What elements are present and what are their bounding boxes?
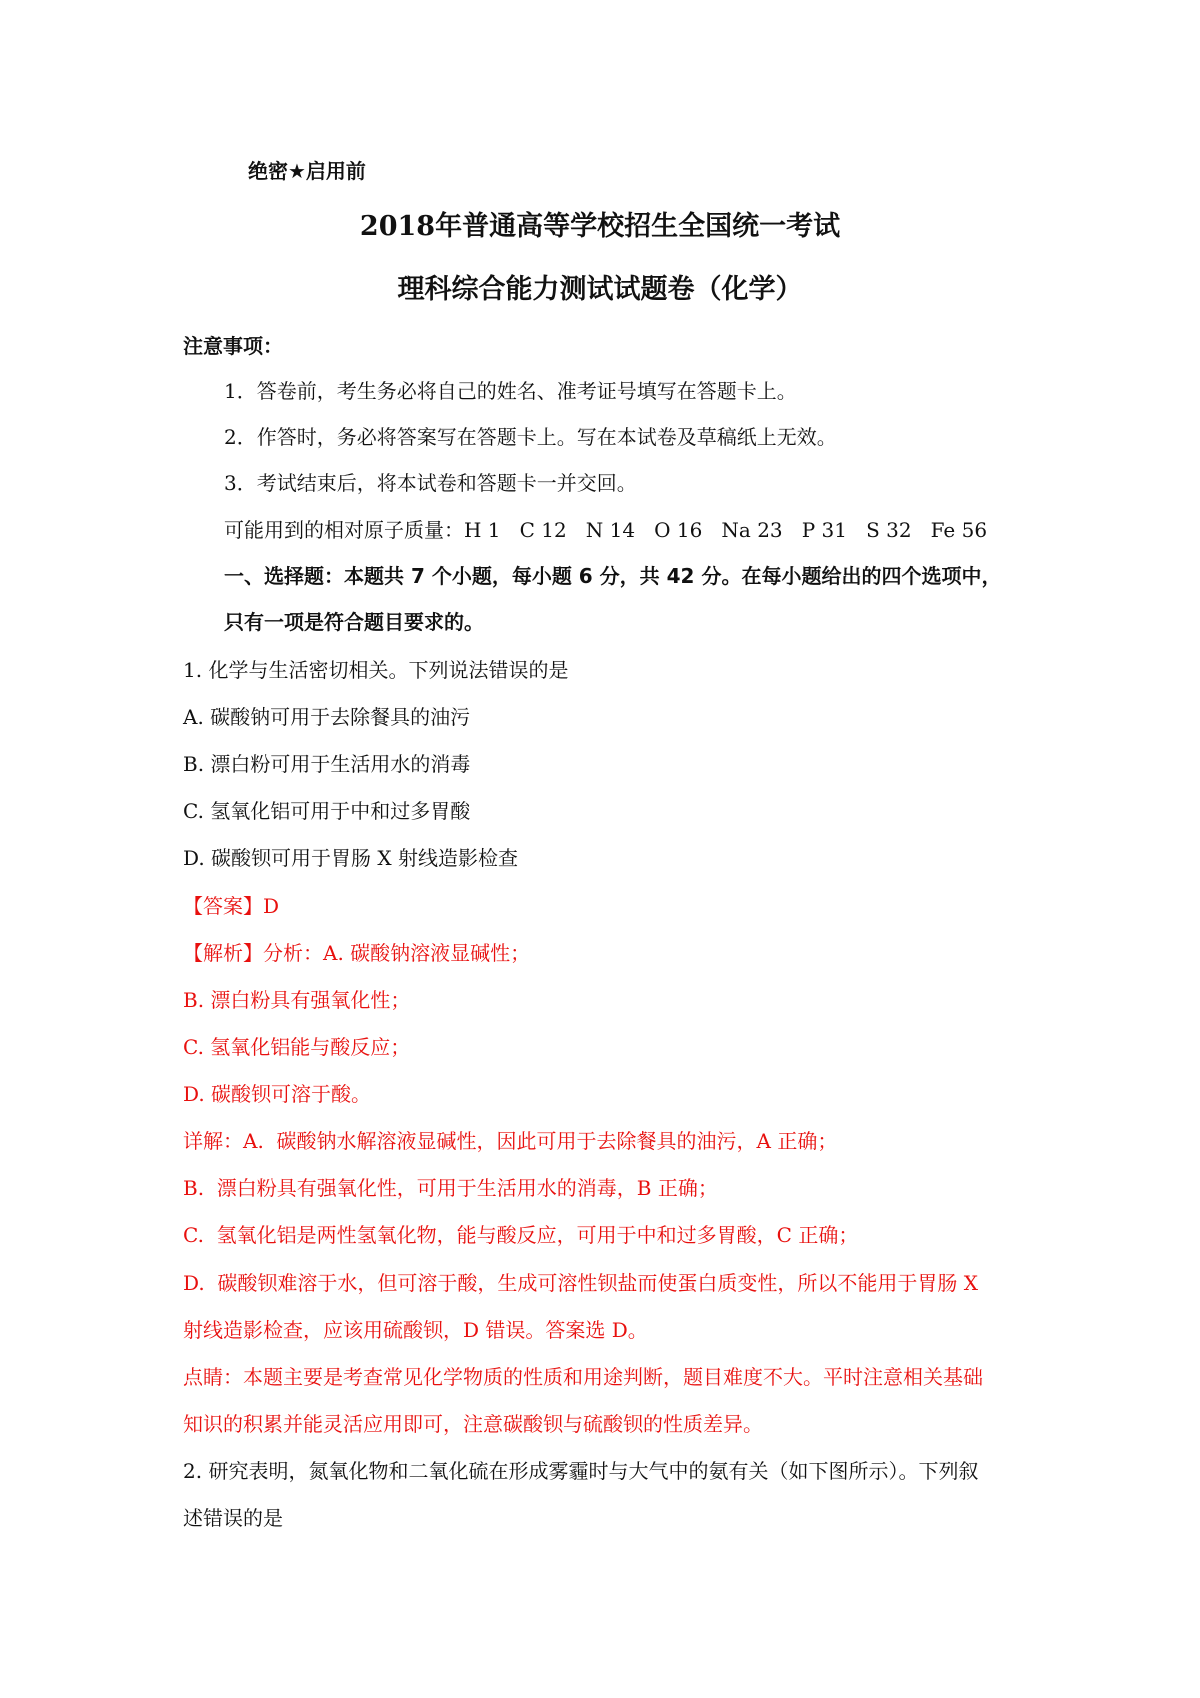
- q1-analysis-line: 【解析】分析：A. 碳酸钠溶液显碱性；: [183, 941, 531, 965]
- q1-detail-line: 射线造影检查，应该用硫酸钡，D 错误。答案选 D。: [183, 1318, 648, 1342]
- q1-detail-line: B. 漂白粉具有强氧化性，可用于生活用水的消毒，B 正确；: [183, 1176, 718, 1200]
- q1-analysis-line: C. 氢氧化铝能与酸反应；: [183, 1035, 411, 1059]
- q2-stem-line-2: 述错误的是: [183, 1506, 283, 1530]
- q1-tip-line: 点睛：本题主要是考查常见化学物质的性质和用途判断，题目难度不大。平时注意相关基础: [183, 1365, 983, 1389]
- q1-analysis-line: B. 漂白粉具有强氧化性；: [183, 988, 411, 1012]
- section-heading-line-1: 一、选择题：本题共 7 个小题，每小题 6 分，共 42 分。在每小题给出的四个选项中，: [224, 564, 1002, 588]
- q1-stem: 1. 化学与生活密切相关。下列说法错误的是: [183, 658, 569, 682]
- exam-title: 2018年普通高等学校招生全国统一考试: [359, 211, 841, 242]
- q1-detail-line: C. 氢氧化铝是两性氢氧化物，能与酸反应，可用于中和过多胃酸，C 正确；: [183, 1223, 859, 1247]
- section-heading-line-2: 只有一项是符合题目要求的。: [224, 610, 484, 634]
- q1-option-d: D. 碳酸钡可用于胃肠 X 射线造影检查: [183, 846, 518, 870]
- confidential-mark: 绝密★启用前: [248, 159, 366, 183]
- q1-detail-line: 详解：A. 碳酸钠水解溶液显碱性，因此可用于去除餐具的油污，A 正确；: [183, 1129, 838, 1153]
- q1-answer: 【答案】D: [183, 894, 280, 918]
- q1-detail-line: D. 碳酸钡难溶于水，但可溶于酸，生成可溶性钡盐而使蛋白质变性，所以不能用于胃肠 X: [183, 1271, 978, 1295]
- notice-item-2: 2．作答时，务必将答案写在答题卡上。写在本试卷及草稿纸上无效。: [224, 425, 837, 449]
- notice-item-1: 1．答卷前，考生务必将自己的姓名、准考证号填写在答题卡上。: [224, 379, 797, 403]
- q1-analysis-line: D. 碳酸钡可溶于酸。: [183, 1082, 372, 1106]
- q1-tip-line: 知识的积累并能灵活应用即可，注意碳酸钡与硫酸钡的性质差异。: [183, 1412, 763, 1436]
- q1-option-c: C. 氢氧化铝可用于中和过多胃酸: [183, 799, 471, 823]
- q2-stem-line-1: 2. 研究表明，氮氧化物和二氧化硫在形成雾霾时与大气中的氨有关（如下图所示）。下列叙: [183, 1459, 979, 1483]
- notice-heading: 注意事项：: [183, 334, 283, 358]
- q1-option-a: A. 碳酸钠可用于去除餐具的油污: [183, 705, 471, 729]
- notice-item-3: 3．考试结束后，将本试卷和答题卡一并交回。: [224, 471, 637, 495]
- atomic-masses: 可能用到的相对原子质量：H 1 C 12 N 14 O 16 Na 23 P 31 S 32 Fe 56: [224, 518, 988, 542]
- q1-option-b: B. 漂白粉可用于生活用水的消毒: [183, 752, 471, 776]
- exam-subtitle: 理科综合能力测试试题卷（化学）: [397, 274, 803, 305]
